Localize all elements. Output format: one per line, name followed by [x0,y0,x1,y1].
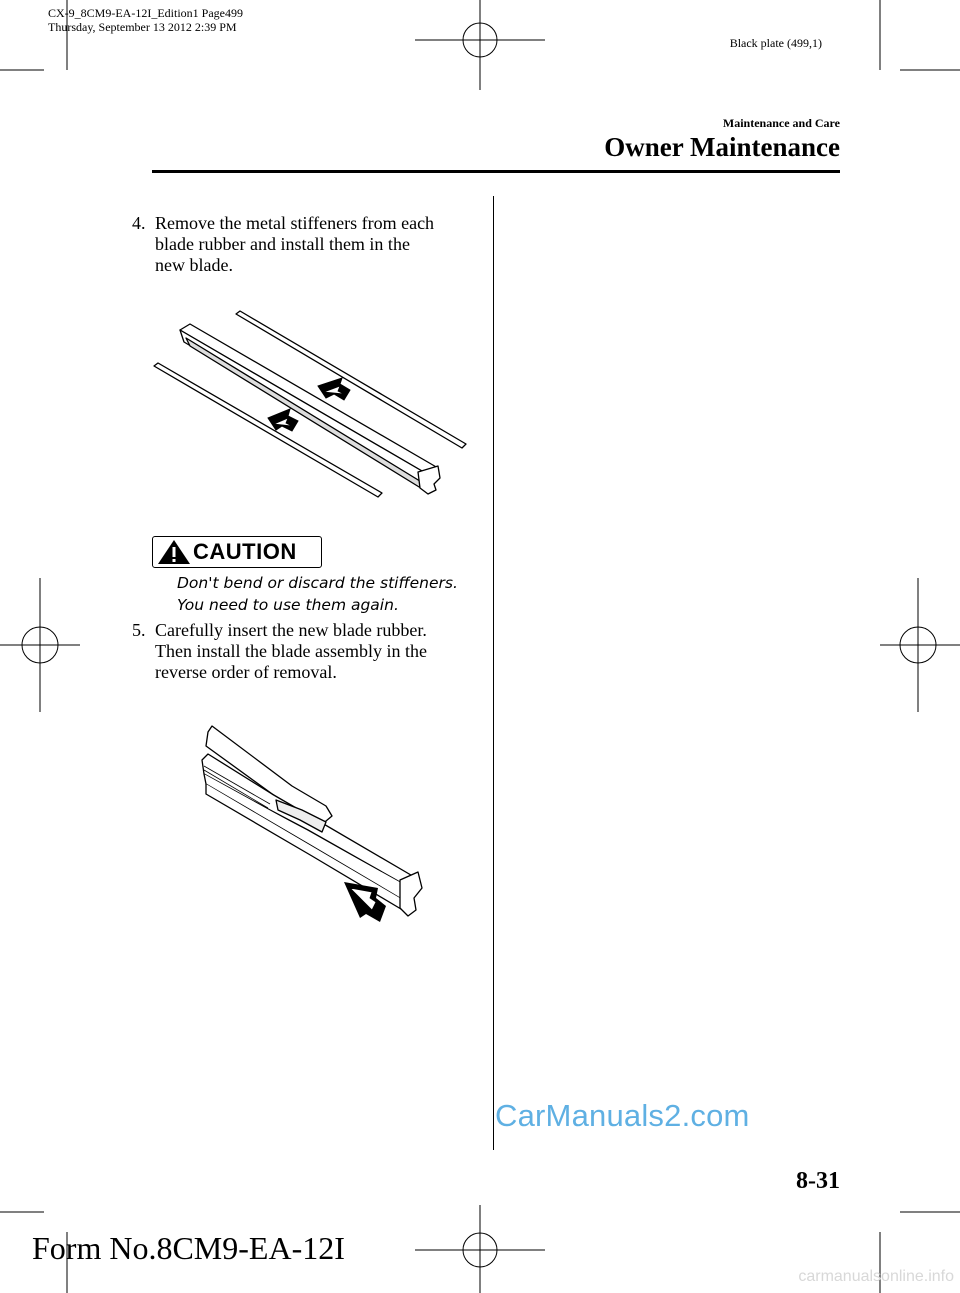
caution-text [177,572,487,616]
column-divider [493,196,494,1150]
print-file-line: CX-9_8CM9-EA-12I_Edition1 Page499 [48,6,243,20]
warning-icon [155,537,193,567]
caution-line: Don't bend or discard the stiffeners. [177,574,458,592]
section-label: Maintenance and Care [722,116,840,130]
watermark: CarManuals2.com [495,1098,750,1133]
step-line: Carefully insert the new blade rubber. [155,620,427,640]
caution-line: You need to use them again. [177,596,399,614]
page-number: 8-31 [796,1168,840,1194]
blade-insert-illustration [200,720,440,930]
step-4 [132,213,487,276]
step-line: Then install the blade assembly in the [155,641,427,661]
print-header [48,6,243,34]
caution-label: CAUTION [193,539,297,564]
step-line: Remove the metal stiffeners from each [155,213,435,233]
step-number: 4. [132,213,146,233]
step-line: reverse order of removal. [155,662,337,682]
caution-box [152,536,322,568]
step-number: 5. [132,620,146,640]
form-number: Form No.8CM9-EA-12I [32,1230,345,1266]
step-5 [132,620,487,683]
step-line: new blade. [155,255,233,275]
header-rule [152,170,840,173]
section-title: Owner Maintenance [604,132,840,162]
stiffener-illustration [150,308,470,502]
print-date-line: Thursday, September 13 2012 2:39 PM [48,20,237,34]
step-line: blade rubber and install them in the [155,234,410,254]
site-watermark: carmanualsonline.info [798,1268,954,1285]
plate-label: Black plate (499,1) [729,36,822,50]
